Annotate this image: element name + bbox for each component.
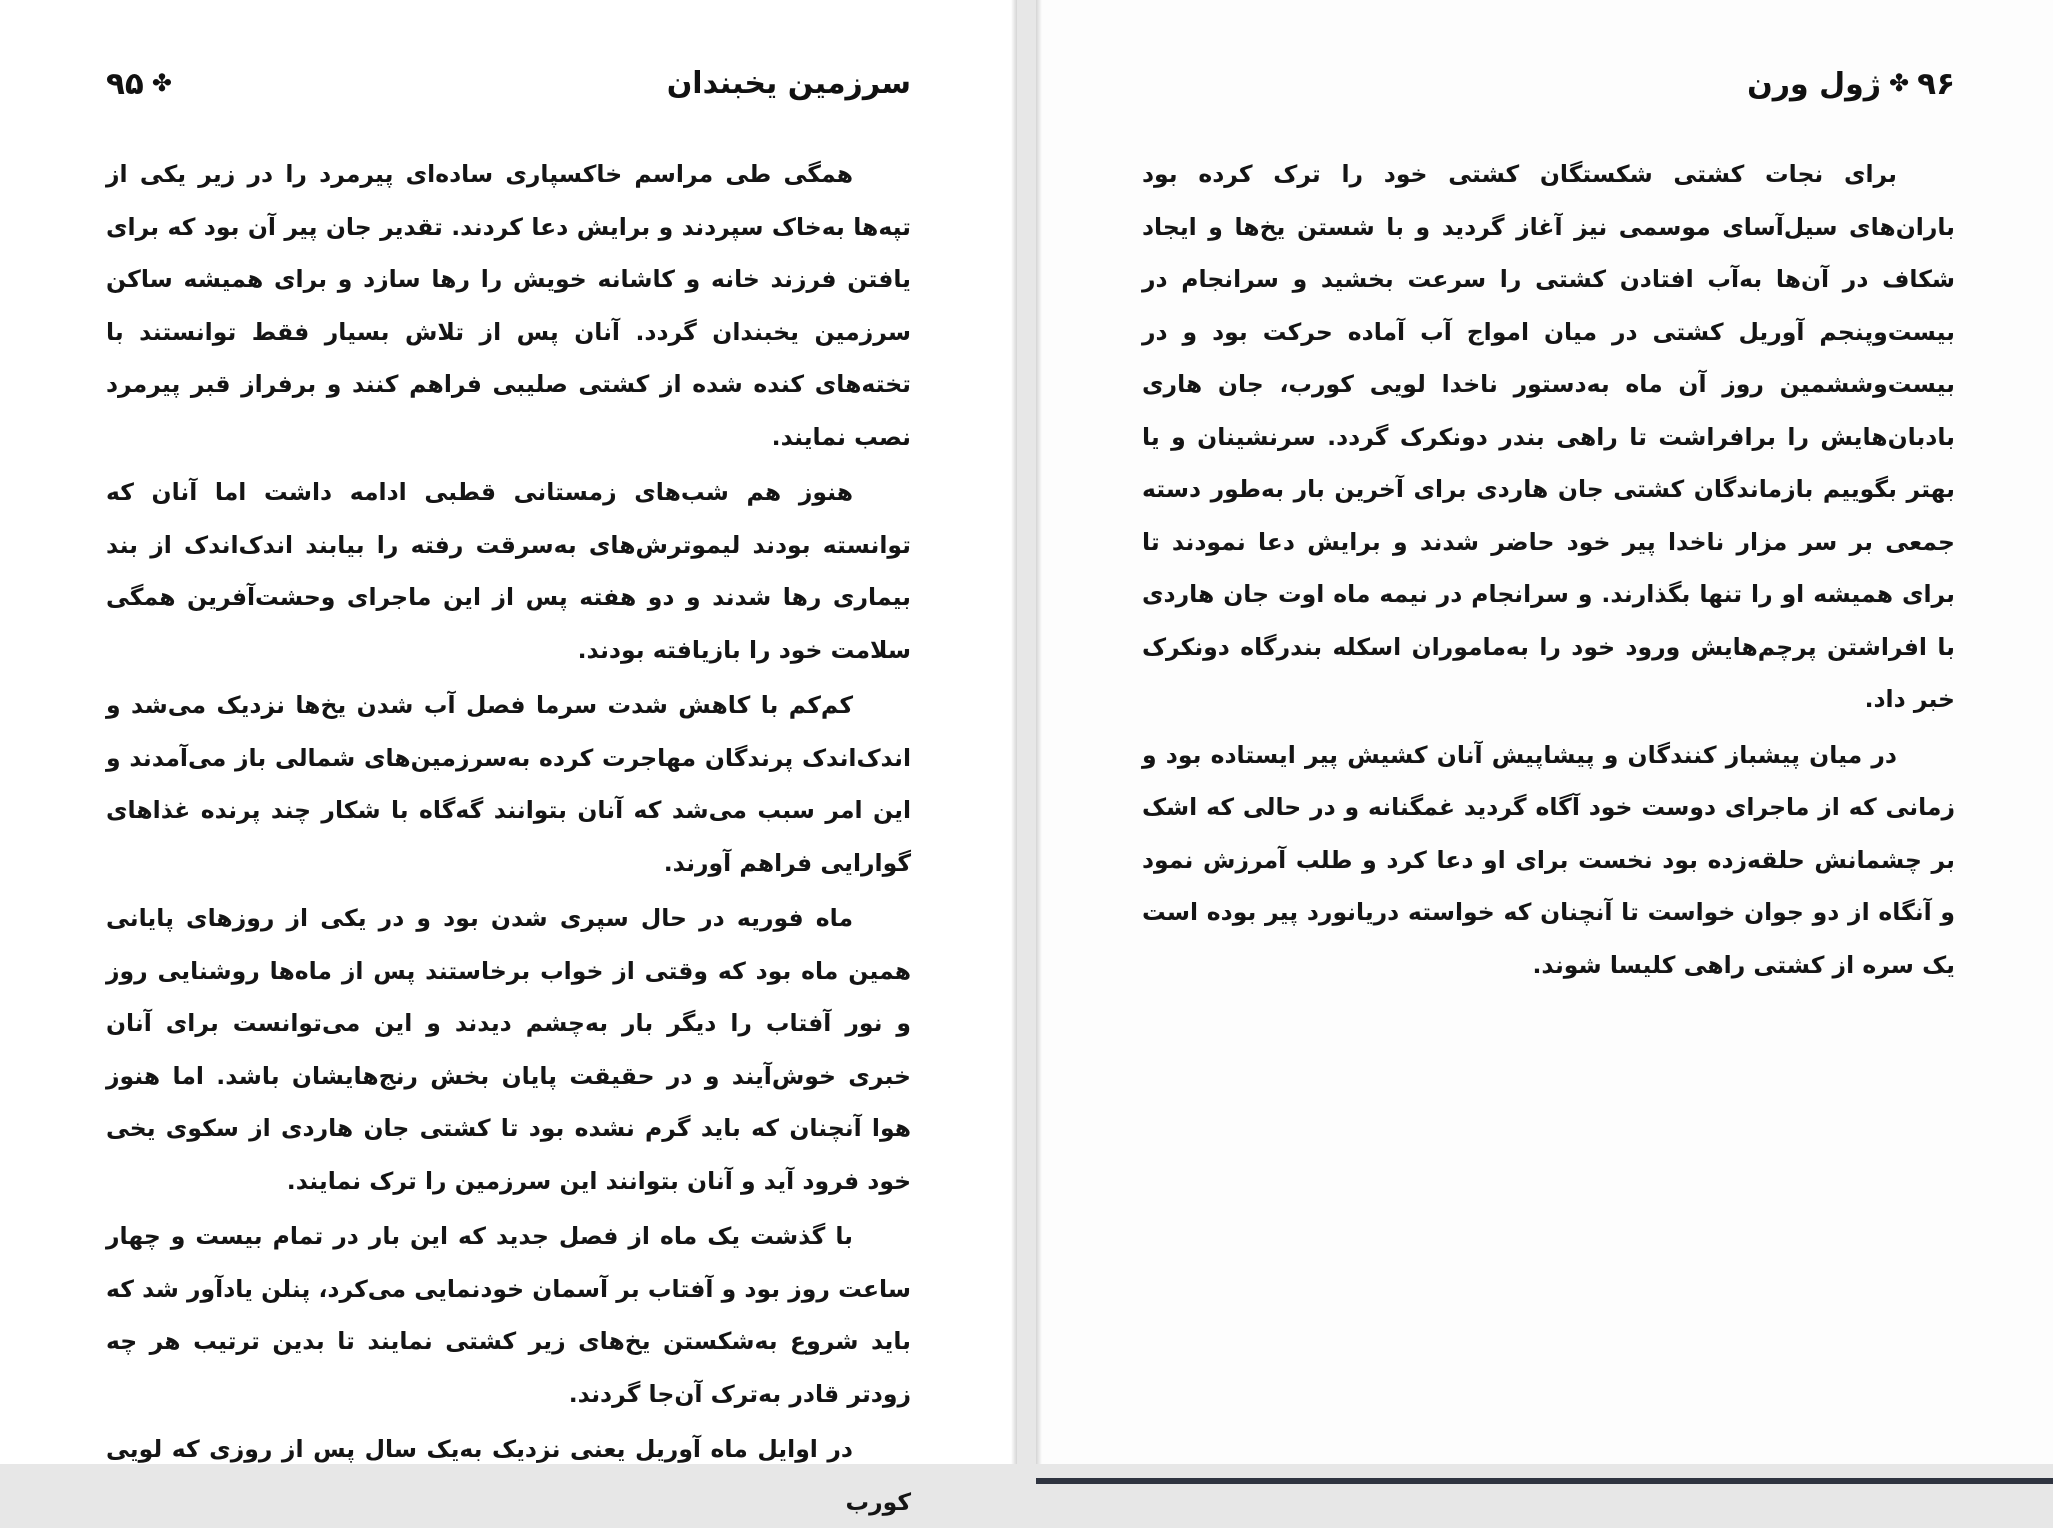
paragraph: کم‌کم با کاهش شدت سرما فصل آب شدن یخ‌ها نزدیک می‌شد و اندک‌اندک پرندگان مهاجرت کرده به‌سرزمین‌های شمالی باز می‌آمدند و این امر سبب می‌شد که آنان بتوانند گه‌گاه با شکار چند پرنده غذاهای گوارایی فراهم آورند. bbox=[106, 691, 911, 877]
paragraph: در اوایل ماه آوریل یعنی نزدیک به‌یک سال پس از روزی که لویی کورب bbox=[106, 1435, 911, 1516]
left-body-text bbox=[106, 148, 911, 1528]
paragraph: برای نجات کشتی شکستگان کشتی خود را ترک کرده بود باران‌های سیل‌آسای موسمی نیز آغاز گردید و با شستن یخ‌ها و ایجاد شکاف در آن‌ها به‌آب افتادن کشتی را سرعت بخشید و سرانجام در بیست‌وپنجم آوریل کشتی در میان امواج آب آماده حرکت بود و در بیست‌وششمین روز آن ماه به‌دستور ناخدا لویی کورب، جان هاری بادبان‌هایش را برافراشت تا راهی بندر دونکرک گردد. سرنشینان و یا بهتر بگوییم بازماندگان کشتی جان هاردی برای آخرین بار به‌طور دسته جمعی بر سر مزار ناخدا پیر خود حاضر شدند و برایش دعا نمودند تا برای همیشه او را تنها بگذارند. و سرانجام در نیمه ماه اوت جان هاردی با افراشتن پرچم‌هایش ورود خود را به‌ماموران اسکله بندرگاه دونکرک خبر داد. bbox=[1142, 160, 1955, 713]
page-gutter-shadow bbox=[1036, 0, 1042, 1464]
paragraph: با گذشت یک ماه از فصل جدید که این بار در تمام بیست و چهار ساعت روز بود و آفتاب بر آسمان خودنمایی می‌کرد، پنلن یادآور شد که باید شروع به‌شکستن یخ‌های زیر کشتی نمایند تا بدین ترتیب هر چه زودتر قادر به‌ترک آن‌جا گردند. bbox=[106, 1222, 911, 1408]
right-page-number: ۹۶ bbox=[1917, 66, 1955, 102]
left-running-header bbox=[106, 66, 911, 116]
right-body-text bbox=[1142, 148, 1955, 991]
left-page-content bbox=[106, 0, 911, 1516]
paragraph: هنوز هم شب‌های زمستانی قطبی ادامه داشت اما آنان که توانسته بودند لیموترش‌های به‌سرقت رفته را بیابند اندک‌اندک از بند بیماری رها شدند و دو هفته پس از این ماجرای وحشت‌آفرین همگی سلامت خود را بازیافته بودند. bbox=[106, 478, 911, 664]
left-page bbox=[0, 0, 1017, 1516]
right-page bbox=[1036, 0, 2053, 1464]
paragraph: در میان پیشباز کنندگان و پیشاپیش آنان کشیش پیر ایستاده بود و زمانی که از ماجرای دوست خود آگاه گردید غمگنانه و در حالی که اشک بر چشمانش حلقه‌زده بود نخست برای او دعا کرد و طلب آمرزش نمود و آنگاه از دو جوان خواست تا آنچنان که خواسته دریانورد پیر بوده است یک سره از کشتی راهی کلیسا شوند. bbox=[1142, 740, 1955, 979]
page-gutter-shadow bbox=[1011, 0, 1017, 1464]
ornament-icon: ✤ bbox=[151, 69, 172, 97]
right-running-header bbox=[1142, 66, 1955, 116]
viewer-bottom-bar bbox=[1036, 1478, 2053, 1484]
left-header-title: سرزمین یخبندان bbox=[666, 66, 911, 101]
right-page-content bbox=[1142, 0, 1955, 1464]
ornament-icon: ✤ bbox=[1889, 69, 1910, 97]
right-header-number-group bbox=[1747, 66, 1955, 102]
right-header-title: ژول ورن bbox=[1747, 67, 1882, 102]
paragraph: ماه فوریه در حال سپری شدن بود و در یکی از روزهای پایانی همین ماه بود که وقتی از خواب برخاستند پس از ماه‌ها روشنایی روز و نور آفتاب را دیگر بار به‌چشم دیدند و این می‌توانست برای آنان خبری خوش‌آیند و در حقیقت پایان بخش رنج‌هایشان باشد. اما هنوز هوا آنچنان که باید گرم نشده بود تا کشتی جان هاردی از سکوی یخی خود فرود آید و آنان بتوانند این سرزمین را ترک نمایند. bbox=[106, 904, 911, 1195]
left-header-number-group bbox=[106, 66, 180, 102]
paragraph: همگی طی مراسم خاکسپاری ساده‌ای پیرمرد را در زیر یکی از تپه‌ها به‌خاک سپردند و برایش دعا کردند. تقدیر جان پیر آن بود که برای یافتن فرزند خانه و کاشانه خویش را رها سازد و برای همیشه ساکن سرزمین یخبندان گردد. آنان پس از تلاش بسیار فقط توانستند با تخته‌های کنده شده از کشتی صلیبی فراهم کنند و برفراز قبر پیرمرد نصب نمایند. bbox=[106, 160, 911, 451]
left-page-number: ۹۵ bbox=[106, 66, 144, 102]
